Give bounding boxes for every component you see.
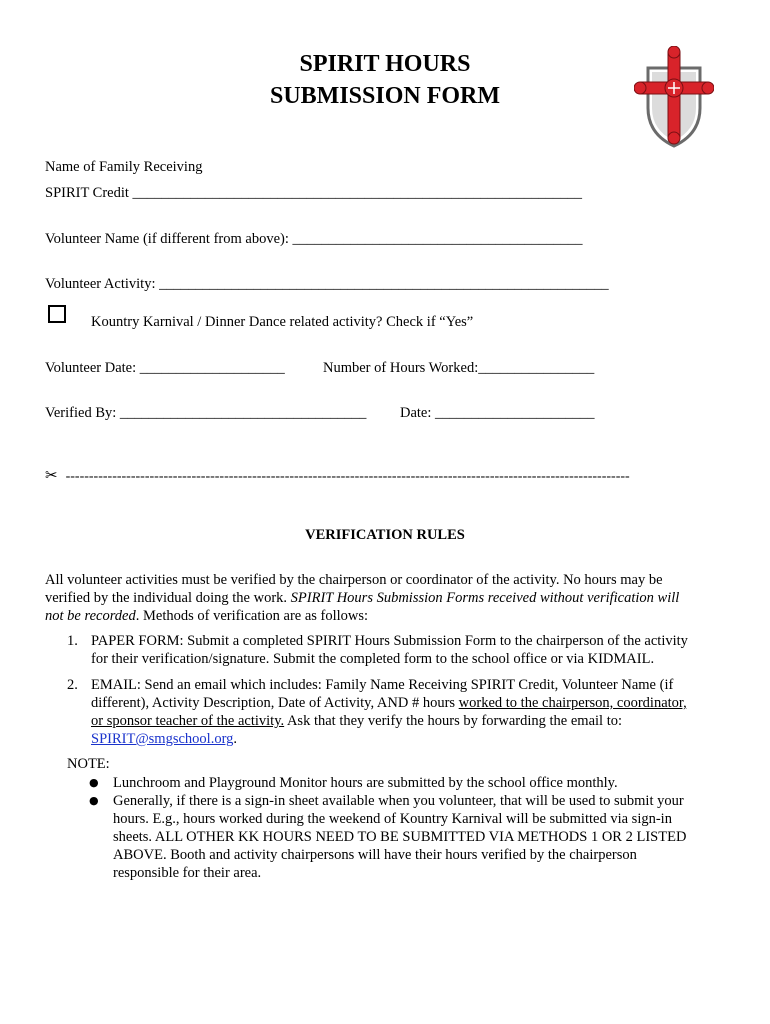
form-title-line-1: SPIRIT HOURS: [299, 51, 471, 77]
rule-item-number: 2.: [67, 677, 78, 693]
rule-item-line: EMAIL: Send an email which includes: Family Name Receiving SPIRIT Credit, Volunteer Name (if: [91, 677, 674, 693]
cut-dashes: -------------------------------------------------------------------------------------------------------------------------: [65, 469, 630, 484]
volunteer-date-field[interactable]: Volunteer Date: ____________________: [45, 360, 285, 376]
rule-item-line: or sponsor teacher of the activity. Ask that they verify the hours by forwarding the email to:: [91, 713, 622, 729]
shield-cross-icon: [634, 46, 714, 150]
rules-intro-line: verified by the individual doing the work. SPIRIT Hours Submission Forms received without verification will: [45, 590, 680, 606]
rules-heading: VERIFICATION RULES: [305, 527, 465, 543]
rules-intro-line: not be recorded. Methods of verification are as follows:: [45, 608, 369, 624]
bullet-icon: ●: [89, 794, 99, 807]
rule-item-line: different), Activity Description, Date of Activity, AND # hours worked to the chairperson, coordinator,: [91, 695, 687, 711]
family-name-field[interactable]: SPIRIT Credit ______________________________________________________________: [45, 185, 583, 201]
note-label: NOTE:: [67, 756, 110, 772]
volunteer-activity-field[interactable]: Volunteer Activity: ______________________________________________________________: [45, 276, 609, 292]
form-title-line-2: SUBMISSION FORM: [269, 83, 501, 109]
cut-line: [45, 466, 630, 485]
verified-by-field[interactable]: Verified By: __________________________________: [45, 405, 367, 421]
kk-checkbox[interactable]: [48, 305, 66, 323]
rule-item-line: PAPER FORM: Submit a completed SPIRIT Hours Submission Form to the chairperson of the activity: [91, 633, 688, 649]
kk-checkbox-label: Kountry Karnival / Dinner Dance related activity? Check if “Yes”: [91, 314, 474, 330]
bullet-icon: ●: [89, 776, 99, 789]
volunteer-name-field[interactable]: Volunteer Name (if different from above): ________________________________________: [45, 231, 583, 247]
hours-worked-field[interactable]: Number of Hours Worked:________________: [323, 360, 595, 376]
rules-intro: [45, 571, 725, 625]
rule-item-line: for their verification/signature. Submit the completed form to the school office or via KIDMAIL.: [91, 651, 655, 667]
scissors-icon: ✂: [45, 466, 58, 484]
date-field[interactable]: Date: ______________________: [400, 405, 595, 421]
rule-item-line: SPIRIT@smgschool.org.: [91, 731, 238, 747]
note-item: ● Lunchroom and Playground Monitor hours are submitted by the school office monthly.: [89, 775, 618, 791]
rule-item-number: 1.: [67, 633, 78, 649]
family-name-label: Name of Family Receiving: [45, 159, 203, 175]
rules-intro-line: All volunteer activities must be verified by the chairperson or coordinator of the activity. No hours may be: [45, 572, 663, 588]
spirit-email-link[interactable]: SPIRIT@smgschool.org: [91, 731, 234, 747]
